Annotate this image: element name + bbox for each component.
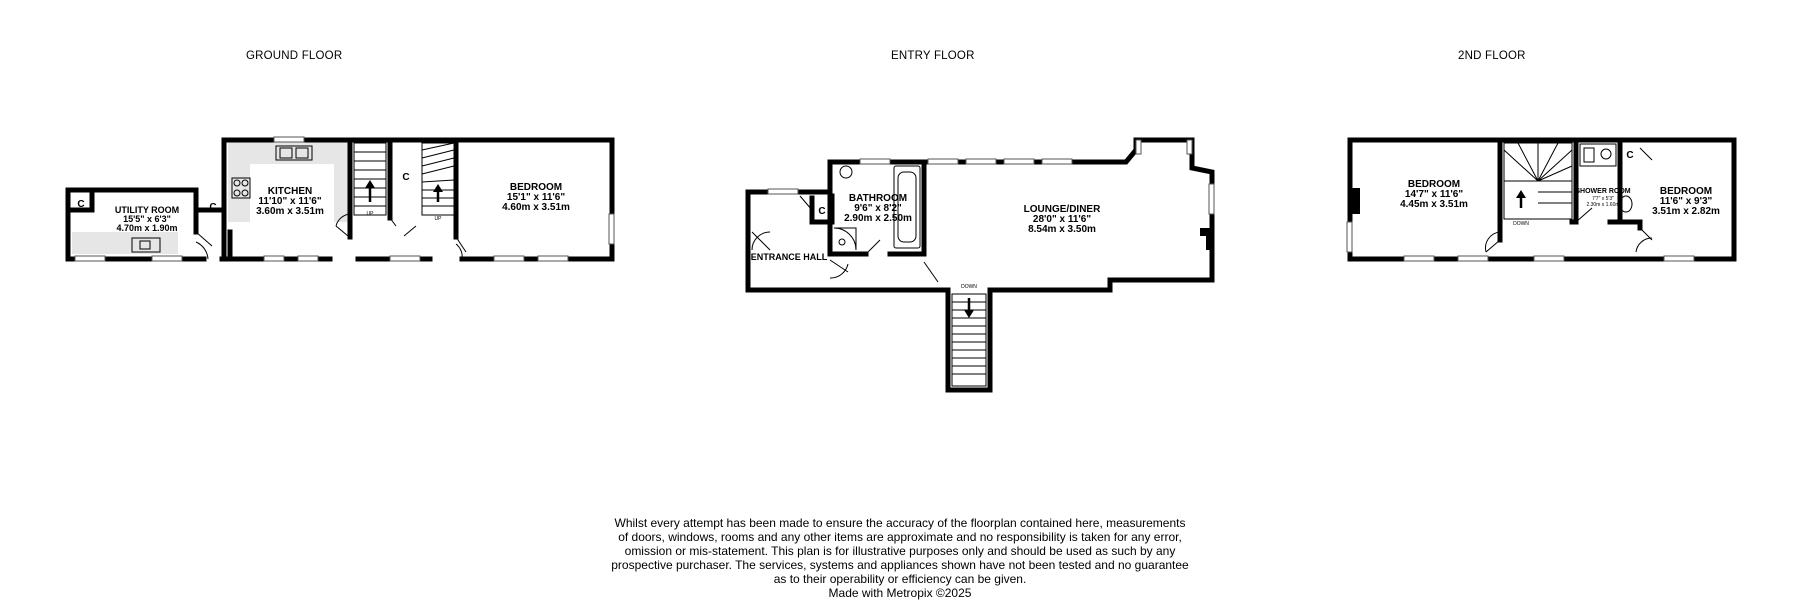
- shower-drain-icon: [839, 239, 845, 245]
- door-swing: [456, 237, 466, 259]
- window: [75, 256, 105, 261]
- shower-room-name: SHOWER ROOM: [1575, 188, 1631, 195]
- down-arrow-head-icon: [964, 310, 974, 318]
- second-bedroom1-name: BEDROOM: [1407, 179, 1461, 190]
- second-bedroom2-name: BEDROOM: [1659, 186, 1713, 197]
- ground-bedroom-name: BEDROOM: [509, 182, 563, 193]
- window: [1004, 159, 1034, 164]
- window: [1347, 222, 1352, 252]
- lounge-diner-name: LOUNGE/DINER: [1023, 204, 1101, 215]
- door-swing: [390, 218, 416, 236]
- window: [1404, 256, 1434, 261]
- disclaimer: [570, 516, 1230, 600]
- utility-room-metric: 4.70m x 1.90m: [116, 223, 178, 233]
- window: [298, 256, 318, 261]
- door-swing: [752, 232, 770, 250]
- shower-room-imperial: 7'7" x 5'3": [1592, 196, 1614, 202]
- second-bedroom2-metric: 3.51m x 2.82m: [1652, 206, 1720, 217]
- ground-bedroom-imperial: 15'1" x 11'6": [506, 192, 566, 203]
- basin-icon: [1601, 149, 1611, 159]
- up-arrow-head-icon: [365, 180, 375, 188]
- utility-worktop: [72, 232, 178, 254]
- utility-room-imperial: 15'5" x 6'3": [123, 214, 171, 224]
- entry-outer-wall: [748, 140, 1212, 390]
- bathroom-metric: 2.90m x 2.50m: [844, 213, 912, 224]
- window: [928, 159, 958, 164]
- window: [152, 256, 182, 261]
- window: [1534, 256, 1564, 261]
- window: [768, 189, 798, 194]
- winder-treads: [1504, 143, 1572, 203]
- bathroom-name: BATHROOM: [848, 193, 908, 204]
- second-bedroom2-imperial: 11'6" x 9'3": [1659, 196, 1713, 207]
- stair-up-label: UP: [366, 211, 374, 217]
- window: [1458, 256, 1488, 261]
- door-swing: [866, 240, 880, 254]
- chimney-breast: [1200, 228, 1212, 236]
- cupboard-label: C: [402, 172, 410, 183]
- window: [966, 159, 996, 164]
- second-bedroom1-imperial: 14'7" x 11'6": [1404, 189, 1464, 200]
- door-swing: [1636, 228, 1652, 252]
- utility-room-name: UTILITY ROOM: [114, 205, 180, 215]
- cupboard-label: C: [209, 202, 217, 213]
- second-floor-plan: [1347, 140, 1734, 261]
- kitchen-worktop-side: [228, 142, 250, 222]
- disclaimer-line: Whilst every attempt has been made to ensure the accuracy of the floorplan contained here, measurements: [614, 516, 1186, 530]
- door-swing: [196, 232, 212, 259]
- up-arrow-head-icon: [1516, 190, 1526, 198]
- door-swing: [830, 260, 848, 278]
- cupboard-label: C: [1626, 150, 1634, 161]
- shower-tray-icon: [834, 228, 856, 250]
- ground-floor-title: GROUND FLOOR: [246, 50, 343, 62]
- window: [609, 214, 614, 244]
- window: [1664, 256, 1694, 261]
- basin-icon: [840, 166, 852, 178]
- door-swing: [924, 262, 938, 282]
- kitchen-worktop-right: [334, 142, 348, 222]
- entry-floor-plan: [748, 140, 1214, 390]
- disclaimer-line: omission or mis-statement. This plan is for illustrative purposes only and should be used as such by any: [624, 544, 1176, 558]
- stair-up-label: UP: [434, 216, 442, 222]
- shower-tray-icon: [1584, 148, 1594, 162]
- lounge-diner-imperial: 28'0" x 11'6": [1032, 214, 1092, 225]
- entrance-hall-name: ENTRANCE HALL: [750, 252, 828, 262]
- up-arrow-head-icon: [433, 184, 443, 192]
- window: [1136, 140, 1141, 154]
- shower-room-metric: 2.30m x 1.60m: [1586, 202, 1620, 208]
- second-floor-title: 2ND FLOOR: [1458, 50, 1526, 62]
- window: [390, 256, 420, 261]
- window: [494, 256, 524, 261]
- door-swing: [1640, 148, 1652, 160]
- window: [274, 137, 304, 142]
- window: [1042, 159, 1072, 164]
- ground-floor-plan: [68, 137, 614, 261]
- chimney-breast: [1352, 188, 1360, 214]
- disclaimer-line: of doors, windows, rooms and any other items are approximate and no responsibility is taken for any error,: [618, 530, 1182, 544]
- bathroom-imperial: 9'6" x 8'2": [854, 203, 902, 214]
- window: [264, 256, 284, 261]
- disclaimer-line: as to their operability or efficiency can be given.: [773, 572, 1027, 586]
- chimney-breast: [1206, 236, 1212, 250]
- ground-bedroom-metric: 4.60m x 3.51m: [502, 202, 570, 213]
- kitchen-name: KITCHEN: [267, 186, 313, 197]
- window: [538, 256, 568, 261]
- disclaimer-line: prospective purchaser. The services, systems and appliances shown have not been tested and no guarantee: [611, 558, 1189, 572]
- lounge-diner-metric: 8.54m x 3.50m: [1028, 224, 1096, 235]
- cupboard-label: C: [77, 199, 85, 210]
- window: [860, 159, 890, 164]
- entry-floor-title: ENTRY FLOOR: [891, 50, 975, 62]
- credit-line: Made with Metropix ©2025: [828, 586, 972, 600]
- window: [1187, 140, 1192, 154]
- second-bedroom1-metric: 4.45m x 3.51m: [1400, 199, 1468, 210]
- stair-down-label: DOWN: [1513, 221, 1529, 227]
- kitchen-metric: 3.60m x 3.51m: [256, 206, 324, 217]
- stair-down-label: DOWN: [961, 284, 977, 290]
- window: [1209, 184, 1214, 214]
- kitchen-imperial: 11'10" x 11'6": [258, 196, 322, 207]
- cupboard-label: C: [818, 206, 826, 217]
